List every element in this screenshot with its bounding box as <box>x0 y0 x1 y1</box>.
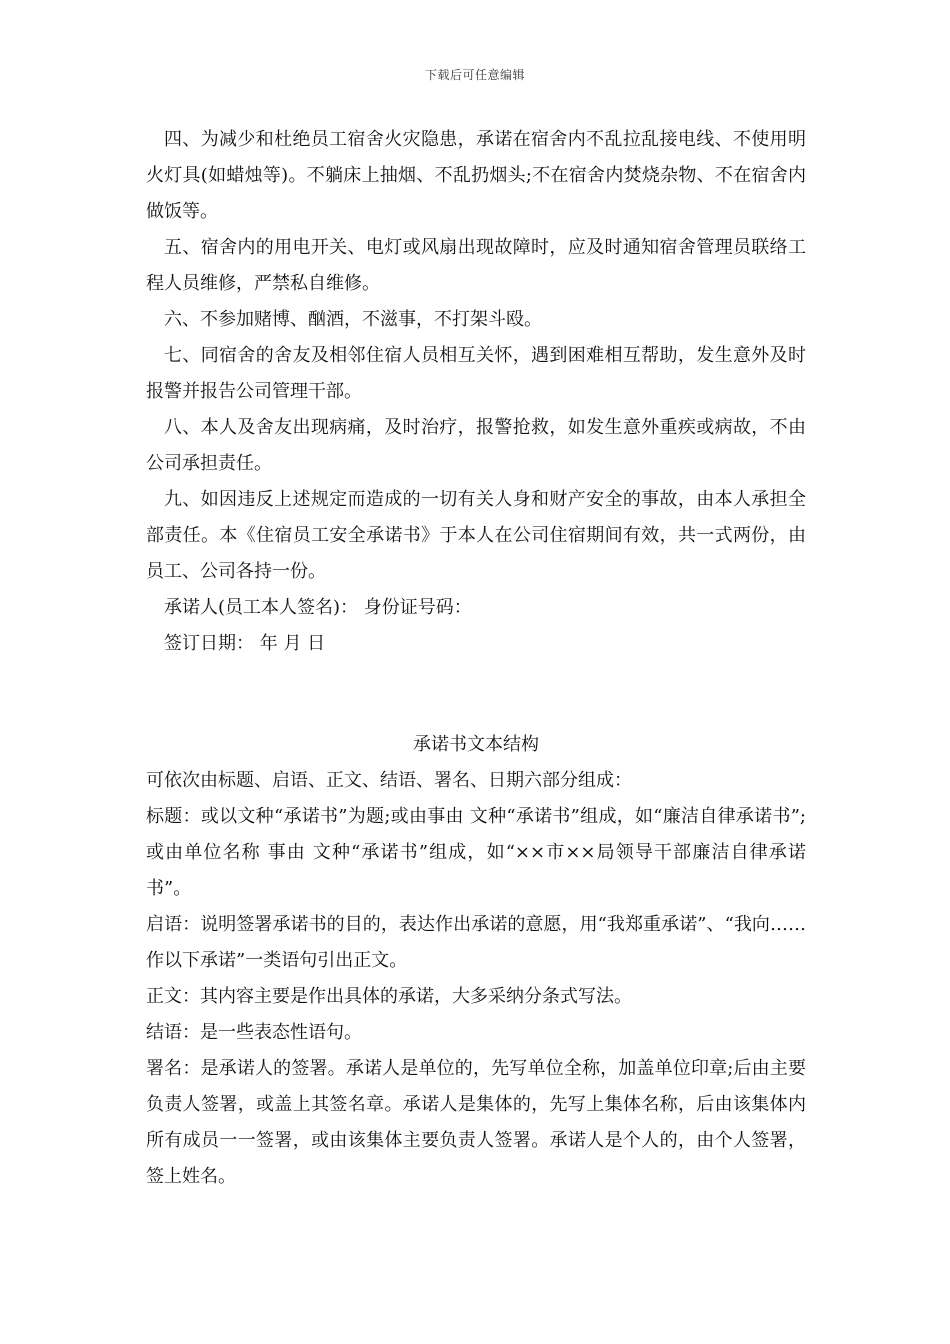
clause-4: 四、为减少和杜绝员工宿舍火灾隐患，承诺在宿舍内不乱拉乱接电线、不使用明火灯具(如蜡烛等)。不躺床上抽烟、不乱扔烟头;不在宿舍内焚烧杂物、不在宿舍内做饭等。 <box>146 129 806 222</box>
date-line: 签订日期： 年 月 日 <box>164 633 326 654</box>
page-header-note: 下载后可任意编辑 <box>424 68 525 82</box>
structure-body-part: 正文：其内容主要是作出具体的承诺，大多采纳分条式写法。 <box>146 986 632 1007</box>
clause-6: 六、不参加赌博、酗酒，不滋事，不打架斗殴。 <box>164 309 542 330</box>
clause-7: 七、同宿舍的舍友及相邻住宿人员相互关怀，遇到困难相互帮助，发生意外及时报警并报告公司管理干部。 <box>146 345 806 402</box>
section-title: 承诺书文本结构 <box>413 734 539 755</box>
clause-5: 五、宿舍内的用电开关、电灯或风扇出现故障时，应及时通知宿舍管理员联络工程人员维修，严禁私自维修。 <box>146 237 806 294</box>
structure-opening-part: 启语：说明签署承诺书的目的，表达作出承诺的意愿，用“我郑重承诺”、“我向……作以下承诺”一类语句引出正文。 <box>146 914 806 971</box>
clause-8: 八、本人及舍友出现病痛，及时治疗，报警抢救，如发生意外重疾或病故，不由公司承担责任。 <box>146 417 806 474</box>
clause-9: 九、如因违反上述规定而造成的一切有关人身和财产安全的事故，由本人承担全部责任。本《住宿员工安全承诺书》于本人在公司住宿期间有效，共一式两份，由员工、公司各持一份。 <box>146 489 806 582</box>
structure-closing-part: 结语：是一些表态性语句。 <box>146 1022 362 1043</box>
structure-signature-part: 署名：是承诺人的签署。承诺人是单位的，先写单位全称，加盖单位印章;后由主要负责人签署，或盖上其签名章。承诺人是集体的，先写上集体名称，后由该集体内所有成员一一签署，或由该集体主要负责人签署。承诺人是个人的，由个人签署，签上姓名。 <box>146 1058 806 1187</box>
pledge-structure-section <box>146 727 806 1195</box>
structure-intro: 可依次由标题、启语、正文、结语、署名、日期六部分组成： <box>146 770 632 791</box>
structure-title-part: 标题：或以文种“承诺书”为题;或由事由 文种“承诺书”组成，如“廉洁自律承诺书”;或由单位名称 事由 文种“承诺书”组成，如“××市××局领导干部廉洁自律承诺书”。 <box>146 806 806 899</box>
pledge-clauses <box>146 122 806 662</box>
signature-line: 承诺人(员工本人签名)： 身份证号码： <box>164 597 472 618</box>
